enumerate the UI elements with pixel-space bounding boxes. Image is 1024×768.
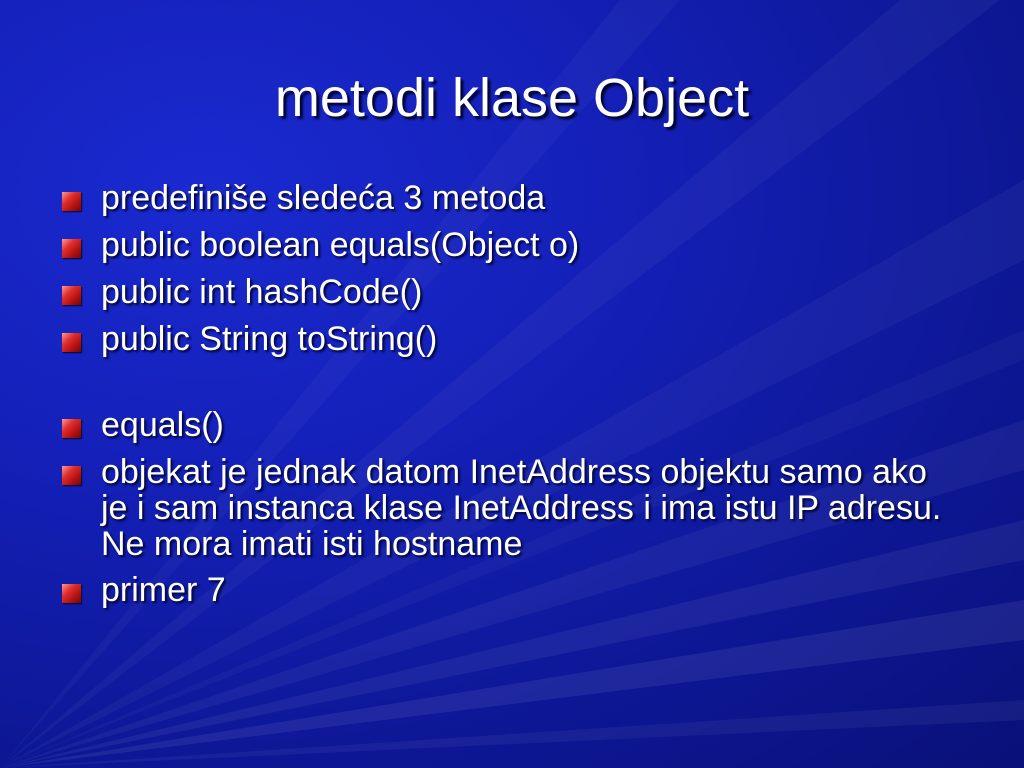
- bullet-text: public int hashCode(): [101, 273, 423, 311]
- square-bullet-icon: [62, 466, 81, 485]
- square-bullet-icon: [62, 239, 81, 258]
- bullet-text: objekat je jednak datom InetAddress objektu samo ako je i sam instanca klase InetAddress i ima istu IP adresu. Ne mora imati isti hostname: [101, 453, 942, 563]
- square-bullet-icon: [62, 333, 81, 352]
- bullet-item: [62, 227, 962, 263]
- bullet-item: [62, 180, 962, 216]
- square-bullet-icon: [62, 192, 81, 211]
- bullet-text: primer 7: [101, 571, 226, 609]
- bullet-item: [62, 321, 962, 357]
- bullet-text: predefiniše sledeća 3 metoda: [101, 179, 546, 217]
- square-bullet-icon: [62, 286, 81, 305]
- bullet-item: [62, 572, 962, 608]
- slide-title: metodi klase Object: [274, 68, 750, 128]
- square-bullet-icon: [62, 419, 81, 438]
- bullet-item: [62, 454, 961, 562]
- bullet-text: public String toString(): [101, 320, 438, 358]
- bullet-item: [62, 274, 962, 310]
- bullet-list: [62, 180, 962, 619]
- square-bullet-icon: [62, 584, 81, 603]
- bullet-text: equals(): [101, 406, 224, 444]
- bullet-item: [62, 407, 962, 443]
- bullet-text: public boolean equals(Object o): [101, 226, 580, 264]
